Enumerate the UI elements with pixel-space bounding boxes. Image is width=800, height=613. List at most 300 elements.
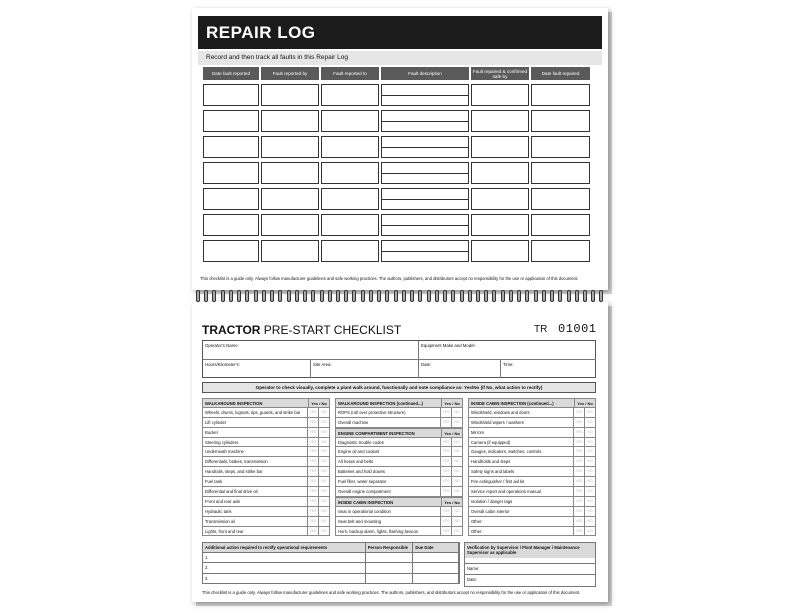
spiral-coil — [591, 290, 595, 302]
spiral-coil — [361, 290, 365, 302]
yes-checkbox[interactable]: YES — [307, 477, 318, 486]
yes-checkbox[interactable]: YES — [573, 487, 584, 496]
repair-log-col-header: Fault description — [381, 67, 469, 80]
equipment-field[interactable]: Equipment Make and Model: — [419, 341, 596, 360]
inspection-section-heading: WALKAROUND INSPECTION (continued...) Yes / No — [335, 398, 463, 408]
action-table-cell[interactable] — [366, 563, 414, 573]
spiral-coil — [542, 290, 546, 302]
repair-log-cell[interactable] — [471, 214, 529, 236]
repair-log-cell[interactable] — [381, 188, 469, 210]
repair-log-cell[interactable] — [321, 84, 379, 106]
checklist-title — [202, 323, 401, 337]
inspection-item — [468, 467, 596, 477]
repair-log-cell[interactable] — [203, 110, 259, 132]
yes-checkbox[interactable]: YES — [440, 517, 451, 526]
yes-checkbox[interactable]: YES — [573, 507, 584, 516]
repair-log-col-header: Date fault reported — [203, 67, 259, 80]
inspection-section-heading: ENGINE COMPARTMENT INSPECTION Yes / No — [335, 428, 463, 438]
no-checkbox[interactable]: NO — [451, 527, 462, 536]
inspection-item — [335, 457, 463, 467]
action-table-cell[interactable]: 2. — [203, 563, 366, 573]
yes-checkbox[interactable]: YES — [573, 408, 584, 417]
inspection-item-label: ROPS (roll over protective structure) — [338, 409, 406, 415]
checklist-title-rest: PRE-START CHECKLIST — [263, 323, 402, 337]
inspection-item-label: Transmission oil — [205, 518, 236, 524]
spiral-coil — [534, 290, 538, 302]
yes-checkbox[interactable]: YES — [573, 477, 584, 486]
verification-date-field[interactable]: Date: — [465, 574, 595, 585]
spiral-coil — [394, 290, 398, 302]
spiral-coil — [558, 290, 562, 302]
repair-log-cell[interactable] — [471, 84, 529, 106]
repair-log-cell[interactable] — [531, 136, 590, 158]
inspection-item-label: Service report and operations manual — [471, 489, 541, 495]
spiral-coil — [451, 290, 455, 302]
spiral-coil — [402, 290, 406, 302]
yes-checkbox[interactable]: YES — [440, 467, 451, 476]
inspection-item-label: Overall cabin interior — [471, 508, 510, 514]
no-checkbox[interactable]: NO — [318, 477, 329, 486]
repair-log-cell[interactable] — [203, 214, 259, 236]
no-checkbox[interactable]: NO — [451, 477, 462, 486]
repair-log-cell[interactable] — [381, 162, 469, 184]
inspection-item-label: Wheels, drums, lugnuts, tips, guards, and strike bar — [205, 409, 301, 415]
spiral-coil — [599, 290, 603, 302]
action-table-header — [202, 542, 460, 553]
repair-log-cell[interactable] — [531, 240, 590, 262]
inspection-item-label: Horn, backup alarm, lights, flashing beacon — [338, 528, 419, 534]
spiral-coil — [377, 290, 381, 302]
inspection-item — [335, 487, 463, 497]
no-checkbox[interactable]: NO — [584, 467, 595, 476]
inspection-item-label: Fire extinguisher / first aid kit — [471, 479, 525, 485]
no-checkbox[interactable]: NO — [584, 428, 595, 437]
inspection-item-label: Isolation / danger tags — [471, 498, 513, 504]
inspection-item — [335, 467, 463, 477]
spiral-coil — [303, 290, 307, 302]
inspection-item — [202, 497, 330, 507]
time-field[interactable]: Time: — [503, 362, 514, 367]
inspection-item — [468, 447, 596, 457]
inspection-item — [335, 438, 463, 448]
yes-checkbox[interactable]: YES — [573, 438, 584, 447]
spiral-coil — [525, 290, 529, 302]
repair-log-cell[interactable] — [261, 240, 319, 262]
yes-checkbox[interactable]: YES — [307, 438, 318, 447]
action-table-col-header: Person Responsible — [366, 543, 414, 552]
spiral-coil — [443, 290, 447, 302]
spiral-coil — [492, 290, 496, 302]
spiral-coil — [517, 290, 521, 302]
repair-log-row — [203, 240, 598, 262]
yes-checkbox[interactable]: YES — [307, 418, 318, 427]
inspection-item-label: All hoses and belts — [338, 459, 374, 465]
repair-log-table — [203, 67, 598, 262]
inspection-item-label: Overall machine — [338, 419, 369, 425]
repair-log-cell[interactable] — [531, 110, 590, 132]
repair-log-cell[interactable] — [261, 84, 319, 106]
inspection-item-label: Gauges, indicators, switches, controls — [471, 449, 542, 455]
inspection-column-3 — [468, 398, 596, 536]
action-table-cell[interactable] — [366, 553, 414, 563]
repair-log-cell[interactable] — [381, 110, 469, 132]
site-area-field[interactable]: Site Area: — [311, 360, 419, 378]
repair-log-col-header: Date fault repaired — [531, 67, 590, 80]
yes-checkbox[interactable]: YES — [440, 438, 451, 447]
yes-checkbox[interactable]: YES — [307, 507, 318, 516]
no-checkbox[interactable]: NO — [318, 457, 329, 466]
repair-log-cell[interactable] — [531, 84, 590, 106]
operator-info-grid — [202, 340, 596, 378]
repair-log-cell[interactable] — [261, 188, 319, 210]
repair-log-row — [203, 136, 598, 158]
repair-log-cell[interactable] — [321, 240, 379, 262]
repair-log-cell[interactable] — [471, 240, 529, 262]
repair-log-cell[interactable] — [531, 214, 590, 236]
inspection-item — [202, 428, 330, 438]
inspection-item-label: Batteries and hold downs — [338, 469, 386, 475]
repair-log-cell[interactable] — [321, 136, 379, 158]
inspection-item — [202, 507, 330, 517]
inspection-item-label: Diagnostic trouble codes — [338, 439, 384, 445]
spiral-coil — [583, 290, 587, 302]
inspection-column-2 — [335, 398, 463, 536]
no-checkbox[interactable]: NO — [451, 467, 462, 476]
repair-log-row — [203, 110, 598, 132]
checklist-title-bold: TRACTOR — [202, 323, 261, 337]
yes-checkbox[interactable]: YES — [573, 457, 584, 466]
no-checkbox[interactable]: NO — [318, 438, 329, 447]
yes-checkbox[interactable]: YES — [573, 428, 584, 437]
checklist-code: 01001 — [558, 322, 597, 336]
no-checkbox[interactable]: NO — [451, 418, 462, 427]
repair-log-row — [203, 214, 598, 236]
spiral-coil — [460, 290, 464, 302]
inspection-column-1 — [202, 398, 330, 536]
yes-checkbox[interactable]: YES — [440, 527, 451, 536]
spiral-coil — [352, 290, 356, 302]
inspection-item — [468, 408, 596, 418]
inspection-item-label: Differentials, brakes, transmission — [205, 459, 268, 465]
no-checkbox[interactable]: NO — [584, 497, 595, 506]
repair-log-col-header: Fault reported to — [321, 67, 379, 80]
inspection-item — [468, 517, 596, 527]
inspection-item — [468, 438, 596, 448]
no-checkbox[interactable]: NO — [451, 507, 462, 516]
inspection-item — [202, 457, 330, 467]
checklist-sheet — [192, 302, 608, 602]
inspection-item — [202, 438, 330, 448]
inspection-item — [202, 447, 330, 457]
spiral-coil — [550, 290, 554, 302]
action-table-cell[interactable] — [413, 563, 459, 573]
no-checkbox[interactable]: NO — [318, 487, 329, 496]
inspection-item — [468, 527, 596, 537]
yes-checkbox[interactable]: YES — [307, 517, 318, 526]
repair-log-cell[interactable] — [531, 162, 590, 184]
spiral-coil — [410, 290, 414, 302]
repair-log-cell[interactable] — [381, 214, 469, 236]
inspection-item — [468, 497, 596, 507]
spiral-coil — [245, 290, 249, 302]
inspection-item — [468, 507, 596, 517]
no-checkbox[interactable]: NO — [584, 408, 595, 417]
repair-log-cell[interactable] — [261, 214, 319, 236]
yes-checkbox[interactable]: YES — [307, 487, 318, 496]
checklist-code-prefix: TR — [534, 324, 548, 335]
spiral-coil — [369, 290, 373, 302]
inspection-item — [202, 527, 330, 537]
inspection-item-label: Other: — [471, 518, 483, 524]
date-field[interactable]: Date: — [419, 360, 501, 378]
repair-log-row — [203, 84, 598, 106]
inspection-item-label: Seat belt and mounting — [338, 518, 382, 524]
no-checkbox[interactable]: NO — [318, 517, 329, 526]
yes-checkbox[interactable]: YES — [440, 507, 451, 516]
spiral-coil — [328, 290, 332, 302]
no-checkbox[interactable]: NO — [584, 477, 595, 486]
spiral-coil — [278, 290, 282, 302]
action-table-col-header: Additional action required to rectify operational requirements — [203, 543, 366, 552]
inspection-item — [202, 517, 330, 527]
repair-log-subtitle: Record and then track all faults in this Repair Log — [198, 51, 602, 65]
inspection-item — [335, 418, 463, 428]
repair-log-cell[interactable] — [471, 136, 529, 158]
spiral-coil — [229, 290, 233, 302]
yes-checkbox[interactable]: YES — [573, 418, 584, 427]
no-checkbox[interactable]: NO — [318, 428, 329, 437]
yes-checkbox[interactable]: YES — [573, 517, 584, 526]
no-checkbox[interactable]: NO — [451, 457, 462, 466]
spiral-coil — [287, 290, 291, 302]
inspection-item-label: Other: — [471, 528, 483, 534]
action-table-cell[interactable] — [366, 574, 414, 584]
checklist-disclaimer: This checklist is a guide only. Always follow manufacturer guidelines and safe working practices. The authors, publishers, and distributors accept no responsibility for the use or application of this document. — [202, 590, 581, 595]
inspection-item-label: Front and rear axle — [205, 498, 241, 504]
action-table-cell[interactable]: 1. — [203, 553, 366, 563]
inspection-item-label: Underneath machine — [205, 449, 244, 455]
inspection-item — [335, 507, 463, 517]
repair-log-cell[interactable] — [203, 240, 259, 262]
spiral-coil — [509, 290, 513, 302]
repair-log-cell[interactable] — [203, 162, 259, 184]
hours-field[interactable]: Hours/Kilometer's: — [203, 360, 311, 378]
yes-checkbox[interactable]: YES — [307, 497, 318, 506]
no-checkbox[interactable]: NO — [451, 408, 462, 417]
spiral-coil — [320, 290, 324, 302]
operator-name-field[interactable]: Operator's Name: — [203, 341, 419, 360]
inspection-section-heading: INSIDE CABIN INSPECTION (continued...) Yes / No — [468, 398, 596, 408]
inspection-item-label: Engine oil and coolant — [338, 449, 380, 455]
no-checkbox[interactable]: NO — [584, 457, 595, 466]
yes-checkbox[interactable]: YES — [440, 477, 451, 486]
action-table-cell[interactable] — [413, 574, 459, 584]
inspection-item-label: Handholds and steps — [471, 459, 511, 465]
inspection-item-label: Camera (if equipped) — [471, 439, 511, 445]
no-checkbox[interactable]: NO — [318, 507, 329, 516]
action-table-cell[interactable] — [413, 553, 459, 563]
inspection-item — [202, 477, 330, 487]
yes-checkbox[interactable]: YES — [307, 447, 318, 456]
no-checkbox[interactable]: NO — [451, 438, 462, 447]
spiral-coil — [484, 290, 488, 302]
yes-checkbox[interactable]: YES — [307, 428, 318, 437]
spiral-coil — [221, 290, 225, 302]
repair-log-cell[interactable] — [321, 188, 379, 210]
inspection-section-heading: INSIDE CABIN INSPECTION Yes / No — [335, 497, 463, 507]
inspection-item — [335, 477, 463, 487]
inspection-item — [468, 428, 596, 438]
spiral-coil — [270, 290, 274, 302]
no-checkbox[interactable]: NO — [318, 467, 329, 476]
spiral-coil — [212, 290, 216, 302]
no-checkbox[interactable]: NO — [318, 497, 329, 506]
inspection-item-label: Steering cylinders — [205, 439, 239, 445]
spiral-coil — [196, 290, 200, 302]
inspection-item-label: Windshield, windows and doors — [471, 409, 530, 415]
repair-log-cell[interactable] — [203, 188, 259, 210]
spiral-coil — [501, 290, 505, 302]
repair-log-cell[interactable] — [381, 240, 469, 262]
yes-checkbox[interactable]: YES — [307, 467, 318, 476]
spiral-coil — [311, 290, 315, 302]
repair-log-cell[interactable] — [471, 162, 529, 184]
no-checkbox[interactable]: NO — [584, 517, 595, 526]
inspection-section-heading: WALKAROUND INSPECTION Yes / No — [202, 398, 330, 408]
verification-name-field[interactable]: Name: — [465, 563, 595, 574]
spiral-coil — [418, 290, 422, 302]
inspection-item — [468, 487, 596, 497]
repair-log-cell[interactable] — [261, 110, 319, 132]
inspection-item — [468, 418, 596, 428]
inspection-item-label: Hydraulic tank — [205, 508, 232, 514]
inspection-item-label: Differential and final drive oil — [205, 489, 258, 495]
inspection-item — [335, 527, 463, 537]
spiral-coil — [204, 290, 208, 302]
action-table-col-header: Due Date — [413, 543, 459, 552]
spiral-coil — [427, 290, 431, 302]
no-checkbox[interactable]: NO — [451, 447, 462, 456]
no-checkbox[interactable]: NO — [318, 527, 329, 536]
repair-log-row — [203, 162, 598, 184]
no-checkbox[interactable]: NO — [584, 507, 595, 516]
repair-log-cell[interactable] — [203, 136, 259, 158]
repair-log-cell[interactable] — [261, 162, 319, 184]
spiral-coil — [336, 290, 340, 302]
yes-checkbox[interactable]: YES — [440, 487, 451, 496]
yes-checkbox[interactable]: YES — [573, 467, 584, 476]
inspection-item-label: Overall engine compartment — [338, 489, 391, 495]
yes-checkbox[interactable]: YES — [307, 457, 318, 466]
repair-log-sheet — [192, 8, 608, 290]
no-checkbox[interactable]: NO — [451, 517, 462, 526]
repair-log-cell[interactable] — [531, 188, 590, 210]
yes-checkbox[interactable]: YES — [440, 457, 451, 466]
repair-log-cell[interactable] — [321, 214, 379, 236]
repair-log-cell[interactable] — [381, 84, 469, 106]
inspection-item-label: Safety signs and labels — [471, 469, 515, 475]
inspection-item-label: Lift cylinder — [205, 419, 227, 425]
inspection-item — [202, 487, 330, 497]
yes-checkbox[interactable]: YES — [440, 447, 451, 456]
yes-checkbox[interactable]: YES — [307, 408, 318, 417]
repair-log-cell[interactable] — [261, 136, 319, 158]
spiral-coil — [254, 290, 258, 302]
spiral-coil — [295, 290, 299, 302]
inspection-item — [202, 408, 330, 418]
verification-box — [464, 542, 596, 587]
yes-checkbox[interactable]: YES — [573, 447, 584, 456]
yes-checkbox[interactable]: YES — [440, 408, 451, 417]
spiral-coil — [435, 290, 439, 302]
repair-log-disclaimer: This checklist is a guide only. Always follow manufacturer guidelines and safe working practices. The authors, publishers, and distributors accept no responsibility for the use or application of this document. — [200, 276, 579, 281]
repair-log-cell[interactable] — [471, 188, 529, 210]
repair-log-row — [203, 188, 598, 210]
repair-log-cell[interactable] — [381, 136, 469, 158]
inspection-item-label: Handrails, steps, and strike bar — [205, 469, 263, 475]
no-checkbox[interactable]: NO — [318, 408, 329, 417]
inspection-item — [468, 457, 596, 467]
no-checkbox[interactable]: NO — [451, 487, 462, 496]
spiral-coil — [468, 290, 472, 302]
inspection-item-label: Seat in operational condition — [338, 508, 391, 514]
action-table-row[interactable] — [202, 574, 460, 585]
action-table-row[interactable] — [202, 553, 460, 564]
inspection-item — [468, 477, 596, 487]
spiral-coil — [344, 290, 348, 302]
inspection-item — [202, 418, 330, 428]
repair-log-col-header: Fault reported by — [261, 67, 319, 80]
no-checkbox[interactable]: NO — [318, 447, 329, 456]
inspection-item-label: Fuel tank — [205, 479, 223, 485]
spiral-coil — [385, 290, 389, 302]
spiral-coil — [567, 290, 571, 302]
action-table — [202, 542, 460, 584]
repair-log-cell[interactable] — [321, 162, 379, 184]
inspection-item — [202, 467, 330, 477]
spiral-coil — [575, 290, 579, 302]
action-table-cell[interactable]: 3. — [203, 574, 366, 584]
inspection-item — [335, 447, 463, 457]
yes-checkbox[interactable]: YES — [440, 418, 451, 427]
no-checkbox[interactable]: NO — [584, 418, 595, 427]
repair-log-col-header: Fault repaired & confirmed safe by — [472, 68, 528, 79]
inspection-item-label: Lights, front and rear — [205, 528, 244, 534]
spiral-coil — [476, 290, 480, 302]
inspection-item-label: Bucket — [205, 429, 218, 435]
yes-checkbox[interactable]: YES — [573, 497, 584, 506]
inspection-item-label: Windshield wipers / washers — [471, 419, 524, 425]
no-checkbox[interactable]: NO — [584, 447, 595, 456]
repair-log-cell[interactable] — [321, 110, 379, 132]
no-checkbox[interactable]: NO — [584, 527, 595, 536]
inspection-item-label: Fuel filter, water separator — [338, 479, 387, 485]
yes-checkbox[interactable]: YES — [573, 527, 584, 536]
repair-log-cell[interactable] — [471, 110, 529, 132]
repair-log-title: REPAIR LOG — [198, 16, 602, 49]
verification-heading: Verification by Supervisor / Plant Manager / Maintenance Supervisor as applicable — [465, 543, 595, 558]
spiral-coil — [237, 290, 241, 302]
no-checkbox[interactable]: NO — [584, 438, 595, 447]
inspection-item — [335, 517, 463, 527]
action-table-row[interactable] — [202, 563, 460, 574]
spiral-coil — [262, 290, 266, 302]
inspection-item — [335, 408, 463, 418]
no-checkbox[interactable]: NO — [584, 487, 595, 496]
repair-log-cell[interactable] — [203, 84, 259, 106]
yes-checkbox[interactable]: YES — [307, 527, 318, 536]
no-checkbox[interactable]: NO — [318, 418, 329, 427]
